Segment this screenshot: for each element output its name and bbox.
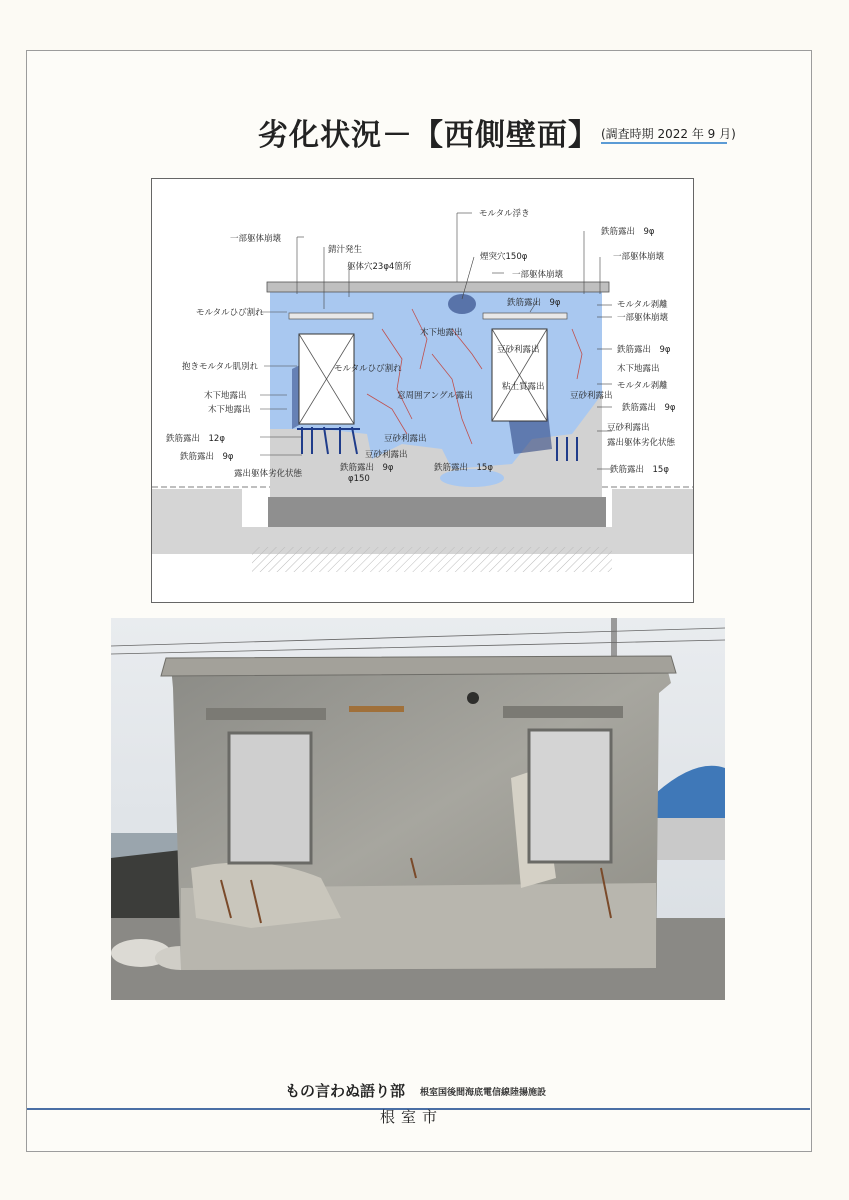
label-rebar-top-mid: 鉄筋露出 9φ: [507, 298, 561, 308]
label-rebar-9-bottom: 鉄筋露出 9φ: [340, 463, 394, 473]
label-body-deteriorated-left: 露出躯体劣化状態: [234, 469, 303, 479]
window-left-photo: [229, 733, 311, 863]
label-wood-base-left2: 木下地露出: [208, 405, 251, 415]
lintel-right-photo: [503, 706, 623, 718]
label-rebar-12: 鉄筋露出 12φ: [166, 434, 225, 444]
label-mortar-crack-left: モルタルひび割れ: [196, 308, 264, 318]
label-body-deteriorated-right: 露出躯体劣化状態: [607, 438, 676, 448]
lintel-left: [289, 313, 373, 319]
foundation-base: [268, 497, 606, 527]
label-phi150: φ150: [348, 474, 370, 484]
label-wood-base-right: 木下地露出: [617, 364, 660, 374]
foundation-hatch: [252, 547, 612, 572]
west-wall-photo: [111, 618, 725, 1000]
label-rust: 錆汁発生: [328, 245, 363, 255]
footer-facility-name: 根室国後間海底電信線陸揚施設: [420, 1088, 547, 1098]
wood-piece: [349, 706, 404, 712]
roof-slab-photo: [161, 656, 676, 676]
photo-svg: [111, 618, 725, 1000]
label-rebar-9-left: 鉄筋露出 9φ: [180, 452, 234, 462]
label-smoke-hole: 煙突穴150φ: [480, 252, 528, 262]
lintel-right: [483, 313, 567, 319]
deterioration-diagram: [151, 178, 694, 603]
label-mortar-float: モルタル浮き: [479, 209, 530, 219]
label-rebar-15-right: 鉄筋露出 15φ: [610, 465, 669, 475]
smoke-hole-photo: [467, 692, 479, 704]
footer-city: 根室市: [380, 1108, 444, 1126]
label-partial-collapse-3: 一部躯体崩壊: [613, 252, 665, 262]
label-mortar-peel-2: モルタル剥離: [617, 381, 668, 391]
label-mortar-crack-center: モルタルひび割れ: [334, 364, 402, 374]
label-gravel-4: 豆砂利露出: [384, 434, 427, 444]
label-gravel-1: 豆砂利露出: [497, 345, 540, 355]
label-wood-base-center: 木下地露出: [420, 328, 463, 338]
window-left: [299, 334, 354, 424]
label-rebar-15-mid: 鉄筋露出 15φ: [434, 463, 493, 473]
title-underline: [601, 142, 727, 144]
label-gravel-5: 豆砂利露出: [365, 450, 408, 460]
diagram-svg: [152, 179, 693, 602]
label-partial-collapse-4: 一部躯体崩壊: [617, 313, 669, 323]
label-partial-collapse-2: 一部躯体崩壊: [512, 270, 564, 280]
roof-slab: [267, 282, 609, 292]
label-mortar-peel-1: モルタル剥離: [617, 300, 668, 310]
label-rebar-9-right2: 鉄筋露出 9φ: [622, 403, 676, 413]
label-partial-collapse-1: 一部躯体崩壊: [230, 234, 282, 244]
label-hole-4: 躯体穴23φ4箇所: [347, 262, 412, 272]
label-wood-base-left1: 木下地露出: [204, 391, 247, 401]
page-title: 劣化状況－【西側壁面】: [258, 118, 599, 153]
lintel-left-photo: [206, 708, 326, 720]
building-wall: [656, 818, 725, 860]
survey-date: (調査時期 2022 年 9 月): [601, 127, 736, 141]
smoke-hole-area: [448, 294, 476, 314]
label-gravel-2: 豆砂利露出: [570, 391, 613, 401]
window-right: [492, 329, 547, 421]
label-rebar-9-right1: 鉄筋露出 9φ: [617, 345, 671, 355]
label-clay-tile: 粘土質露出: [502, 382, 545, 392]
window-right-photo: [529, 730, 611, 862]
label-angle-exposed: 窓周囲アングル露出: [397, 391, 473, 401]
label-mortar-skin-peel: 抱きモルタル肌別れ: [182, 362, 259, 372]
footer-title: もの言わぬ語り部: [285, 1082, 406, 1100]
label-rebar-9-top: 鉄筋露出 9φ: [601, 227, 655, 237]
label-gravel-3: 豆砂利露出: [607, 423, 650, 433]
